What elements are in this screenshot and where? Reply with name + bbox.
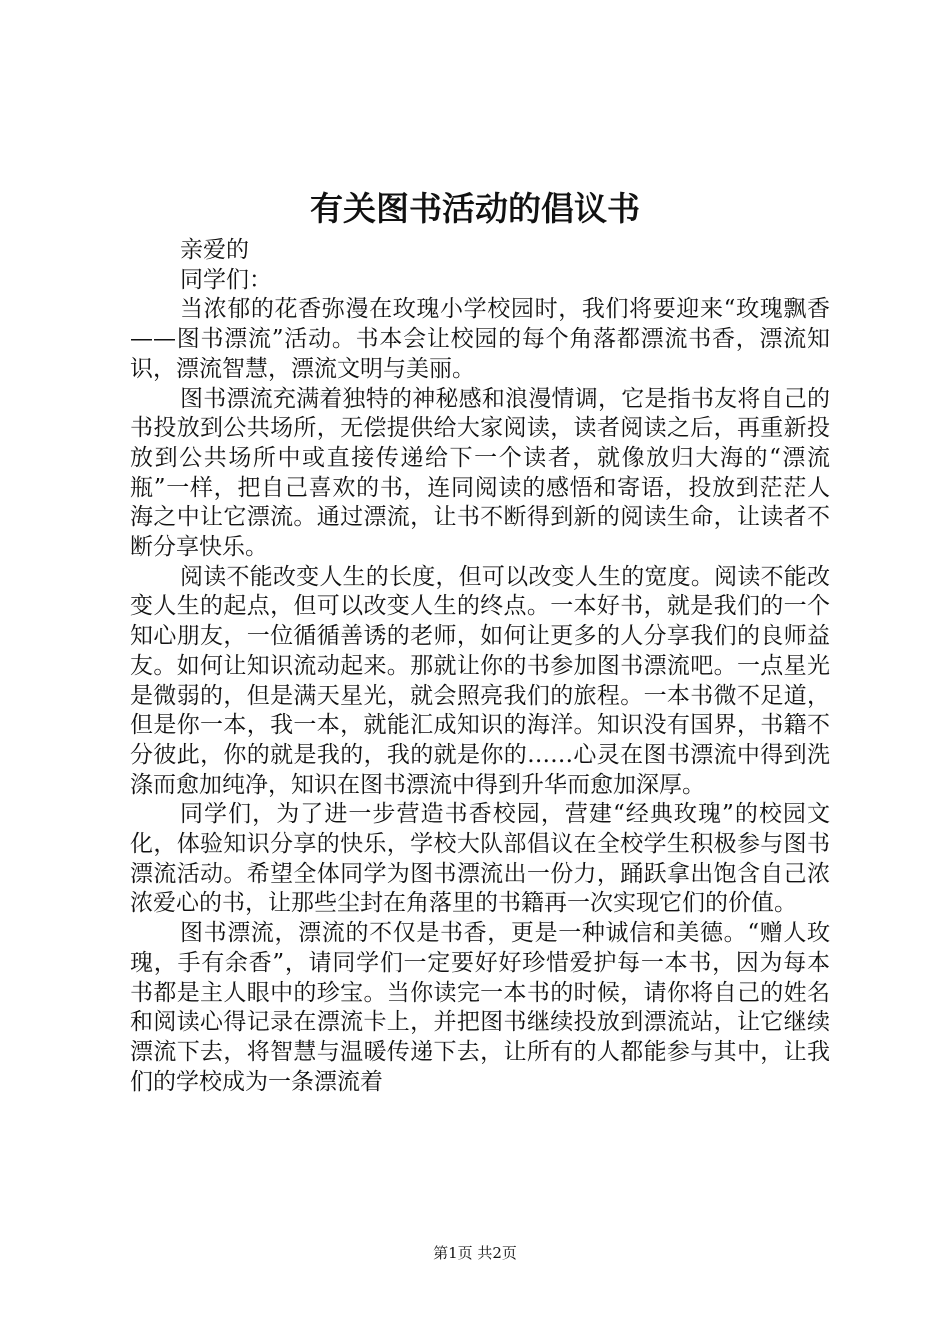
paragraph-4: 同学们，为了进一步营造书香校园，营建“经典玫瑰”的校园文化，体验知识分享的快乐，学校大队部倡议在全校学生积极参与图书漂流活动。希望全体同学为图书漂流出一份力，踊跃拿出饱含自己浓浓爱心的书，让那些尘封在角落里的书籍再一次实现它们的价值。 xyxy=(130,801,830,917)
paragraph-3: 阅读不能改变人生的长度，但可以改变人生的宽度。阅读不能改变人生的起点，但可以改变人生的终点。一本好书，就是我们的一个知心朋友，一位循循善诱的老师，如何让更多的人分享我们的良师益友。如何让知识流动起来。那就让你的书参加图书漂流吧。一点星光是微弱的，但是满天星光，就会照亮我们的旅程。一本书微不足道，但是你一本，我一本，就能汇成知识的海洋。知识没有国界，书籍不分彼此，你的就是我的，我的就是你的……心灵在图书漂流中得到洗涤而愈加纯净，知识在图书漂流中得到升华而愈加深厚。 xyxy=(130,563,830,798)
document-body xyxy=(130,236,830,1097)
paragraph-5: 图书漂流，漂流的不仅是书香，更是一种诚信和美德。“赠人玫瑰，手有余香”，请同学们一定要好好珍惜爱护每一本书，因为每本书都是主人眼中的珍宝。当你读完一本书的时候，请你将自己的姓名和阅读心得记录在漂流卡上，并把图书继续投放到漂流站，让它继续漂流下去，将智慧与温暖传递下去，让所有的人都能参与其中，让我们的学校成为一条漂流着 xyxy=(130,920,830,1095)
page-footer: 第1页 共2页 xyxy=(433,1244,517,1262)
paragraph-2: 图书漂流充满着独特的神秘感和浪漫情调，它是指书友将自己的书投放到公共场所，无偿提供给大家阅读，读者阅读之后，再重新投放到公共场所中或直接传递给下一个读者，就像放归大海的“漂流瓶”一样，把自己喜欢的书，连同阅读的感悟和寄语，投放到茫茫人海之中让它漂流。通过漂流，让书不断得到新的阅读生命，让读者不断分享快乐。 xyxy=(130,385,830,561)
paragraph-1: 当浓郁的花香弥漫在玫瑰小学校园时，我们将要迎来“玫瑰飘香——图书漂流”活动。书本会让校园的每个角落都漂流书香，漂流知识，漂流智慧，漂流文明与美丽。 xyxy=(130,296,830,382)
greeting-line-1: 亲爱的 xyxy=(180,237,249,263)
page-title: 有关图书活动的倡议书 xyxy=(310,189,640,228)
greeting-line-2: 同学们： xyxy=(180,266,272,293)
